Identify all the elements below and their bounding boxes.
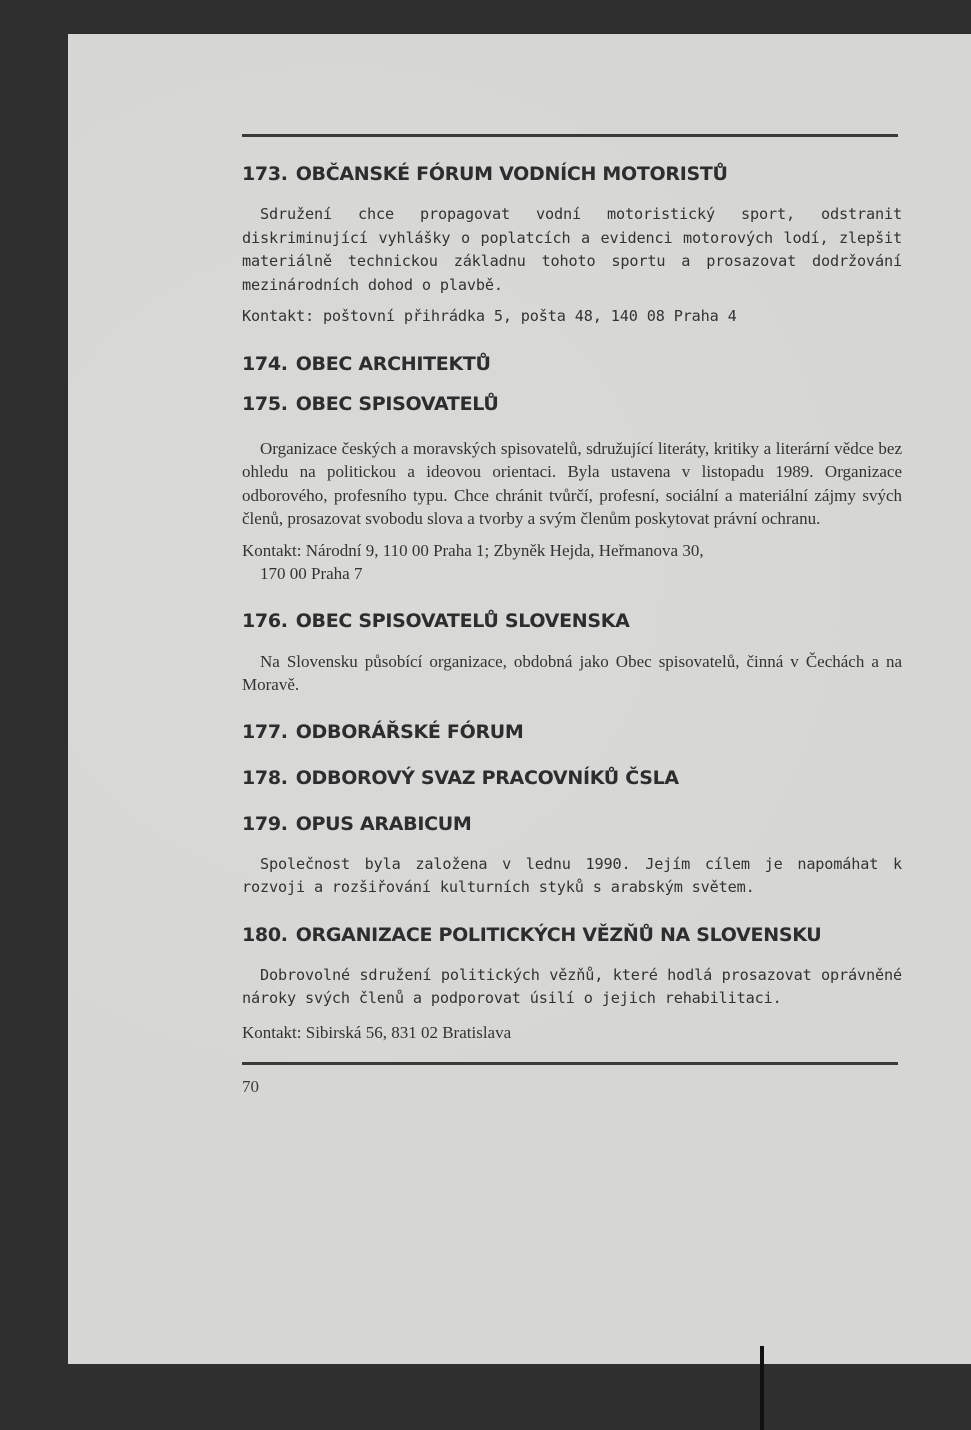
entry-heading: 174. OBEC ARCHITEKTŮ [242,352,491,375]
entry-description: Dobrovolné sdružení politických vězňů, které hodlá prosazovat oprávněné nároky svých členů a podporovat úsilí o jejich rehabilitaci. [242,965,902,1007]
entry-description: Organizace českých a moravských spisovatelů, sdružující literáty, kritiky a literární vědce bez ohledu na politickou a ideovou orientaci. Byla ustavena v listopadu 1989. Organizace odborového, profesního typu. Chce chránit tvůrčí, profesní, sociální a materiální zájmy svých členů, prosazovat svobodu slova a tvorby a svým členům poskytovat právní ochranu. [242,438,902,528]
entry-heading: 178. ODBOROVÝ SVAZ PRACOVNÍKŮ ČSLA [242,766,679,789]
entry-174 [242,351,902,377]
entry-heading: 173. OBČANSKÉ FÓRUM VODNÍCH MOTORISTŮ [242,163,728,185]
entry-description: Společnost byla založena v lednu 1990. Jejím cílem je napomáhat k rozvoji a rozšiřování kulturních styků s arabským světem. [242,854,902,896]
entry-175 [242,391,902,586]
top-rule [242,134,898,137]
entry-176 [242,608,902,697]
entry-173 [242,161,902,329]
page-number: 70 [242,1077,259,1096]
entry-heading: 180. ORGANIZACE POLITICKÝCH VĚZŇŮ NA SLOVENSKU [242,923,822,946]
entry-contact: Kontakt: Sibirská 56, 831 02 Bratislava [242,1022,512,1042]
entry-description: Sdružení chce propagovat vodní motoristický sport, odstranit diskriminující vyhlášky o poplatcích a evidenci motorových lodí, zlepšit materiálně technickou základnu tohoto sportu a prosazovat dodržování mezinárodních dohod o plavbě. [242,205,902,294]
entry-contact: Kontakt: poštovní přihrádka 5, pošta 48, 140 08 Praha 4 [242,307,737,325]
entry-contact: Kontakt: Národní 9, 110 00 Praha 1; Zbyněk Hejda, Heřmanova 30, 170 00 Praha 7 [242,540,704,583]
entry-179 [242,811,902,900]
entry-180 [242,922,902,1045]
bottom-rule [242,1062,898,1065]
entry-description: Na Slovensku působící organizace, obdobná jako Obec spisovatelů, činná v Čechách a na Moravě. [242,651,902,694]
entry-heading: 175. OBEC SPISOVATELŮ [242,392,499,415]
page-content [242,134,902,1097]
entry-heading: 176. OBEC SPISOVATELŮ SLOVENSKA [242,609,630,632]
entry-heading: 177. ODBORÁŘSKÉ FÓRUM [242,720,524,743]
entry-177 [242,719,902,745]
entry-heading: 179. OPUS ARABICUM [242,812,472,835]
entry-178 [242,765,902,791]
book-page [68,34,971,1364]
scan-mark [760,1346,764,1430]
